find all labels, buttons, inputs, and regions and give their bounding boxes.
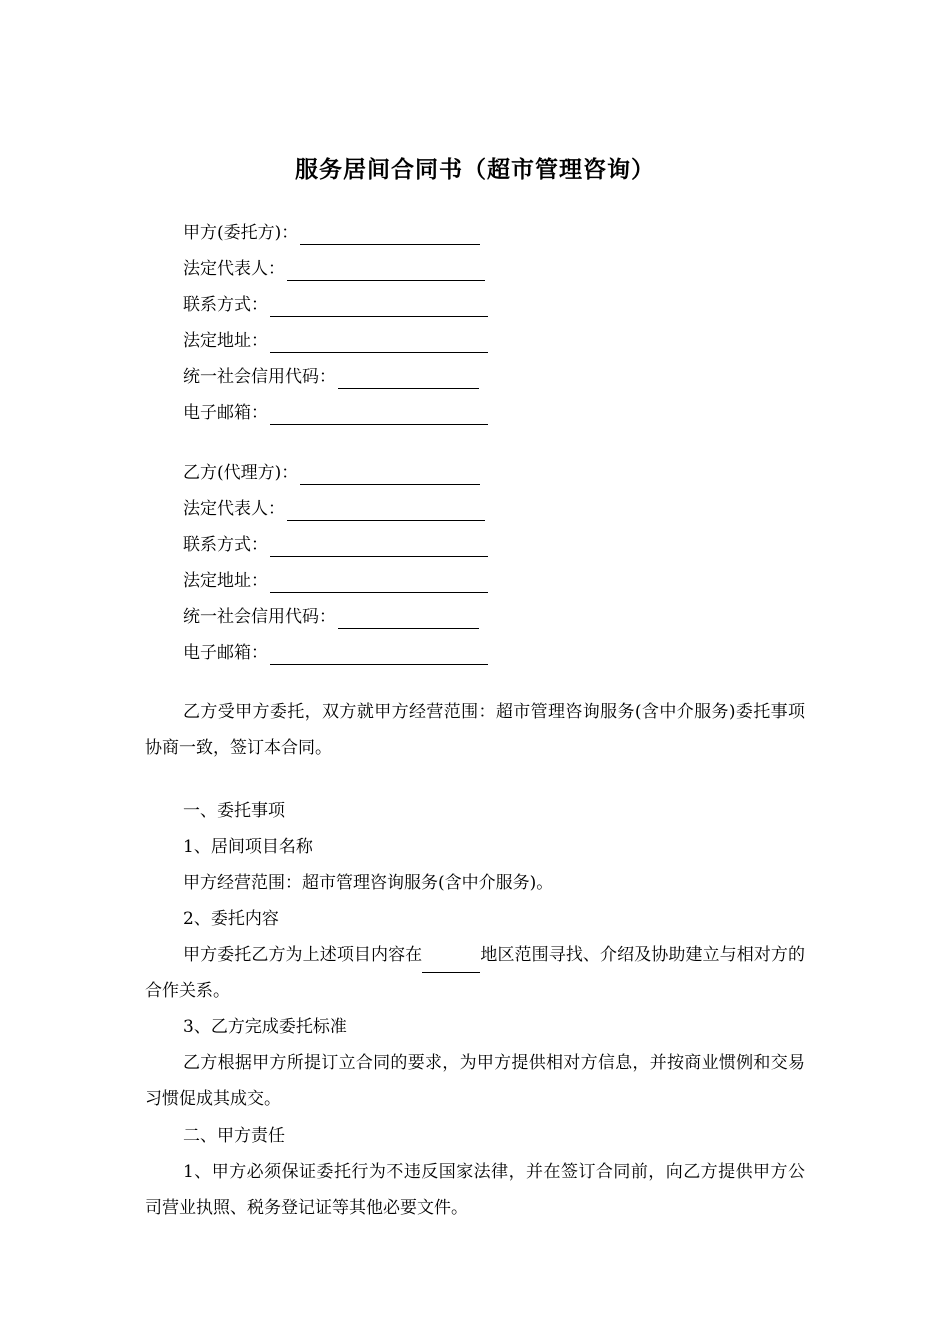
- party-b-credit-code-field: [183, 605, 479, 629]
- section-1-item-2-text: [145, 937, 805, 1009]
- party-a-representative-blank[interactable]: [287, 262, 485, 281]
- party-b-contact-blank[interactable]: [270, 538, 488, 557]
- region-blank[interactable]: [422, 954, 480, 973]
- party-a-heading-field: [183, 221, 480, 245]
- party-b-email-blank[interactable]: [270, 646, 488, 665]
- party-a-contact-field: [183, 293, 488, 317]
- party-a-address-field: [183, 329, 488, 353]
- item-2-text-after: 地区范围寻找、介绍及协助建立与相对方的合作关系。: [145, 945, 806, 1001]
- party-a-address-label: 法定地址：: [183, 331, 268, 351]
- party-b-credit-code-label: 统一社会信用代码：: [183, 607, 336, 627]
- party-b-contact-field: [183, 533, 488, 557]
- party-a-email-field: [183, 401, 488, 425]
- section-1-heading: 一、委托事项: [183, 801, 285, 821]
- party-b-heading-field: [183, 461, 480, 485]
- party-b-contact-label: 联系方式：: [183, 535, 268, 555]
- party-a-heading: 甲方(委托方)：: [183, 223, 299, 243]
- party-a-credit-code-blank[interactable]: [338, 370, 479, 389]
- party-b-email-label: 电子邮箱：: [183, 643, 268, 663]
- contract-title: 服务居间合同书（超市管理咨询）: [295, 157, 655, 183]
- party-b-credit-code-blank[interactable]: [338, 610, 479, 629]
- intro-paragraph: 乙方受甲方委托，双方就甲方经营范围：超市管理咨询服务(含中介服务)委托事项协商一致，签订本合同。: [145, 702, 805, 758]
- party-b-address-label: 法定地址：: [183, 571, 268, 591]
- item-2-text-before: 甲方委托乙方为上述项目内容在: [183, 945, 423, 965]
- party-b-email-field: [183, 641, 488, 665]
- party-b-representative-field: [183, 497, 485, 521]
- section-2-item-1-text: 1、甲方必须保证委托行为不违反国家法律，并在签订合同前，向乙方提供甲方公司营业执照、税务登记证等其他必要文件。: [145, 1162, 805, 1218]
- party-a-address-blank[interactable]: [270, 334, 488, 353]
- section-1-item-2-title: 2、委托内容: [183, 909, 279, 929]
- party-b-address-blank[interactable]: [270, 574, 488, 593]
- party-a-credit-code-label: 统一社会信用代码：: [183, 367, 336, 387]
- party-a-name-blank[interactable]: [300, 226, 480, 245]
- party-a-representative-field: [183, 257, 485, 281]
- party-b-name-blank[interactable]: [300, 466, 480, 485]
- party-a-email-blank[interactable]: [270, 406, 488, 425]
- party-a-email-label: 电子邮箱：: [183, 403, 268, 423]
- party-a-credit-code-field: [183, 365, 479, 389]
- party-b-heading: 乙方(代理方)：: [183, 463, 299, 483]
- party-a-contact-label: 联系方式：: [183, 295, 268, 315]
- section-1-item-1-text: 甲方经营范围：超市管理咨询服务(含中介服务)。: [183, 873, 554, 893]
- section-1-item-3-text: 乙方根据甲方所提订立合同的要求，为甲方提供相对方信息，并按商业惯例和交易习惯促成其成交。: [145, 1053, 805, 1109]
- section-1-item-3-title: 3、乙方完成委托标准: [183, 1017, 347, 1037]
- party-b-address-field: [183, 569, 488, 593]
- party-a-representative-label: 法定代表人：: [183, 259, 285, 279]
- party-a-contact-blank[interactable]: [270, 298, 488, 317]
- section-2-heading: 二、甲方责任: [183, 1126, 285, 1146]
- party-b-representative-label: 法定代表人：: [183, 499, 285, 519]
- party-b-representative-blank[interactable]: [287, 502, 485, 521]
- section-1-item-1-title: 1、居间项目名称: [183, 837, 313, 857]
